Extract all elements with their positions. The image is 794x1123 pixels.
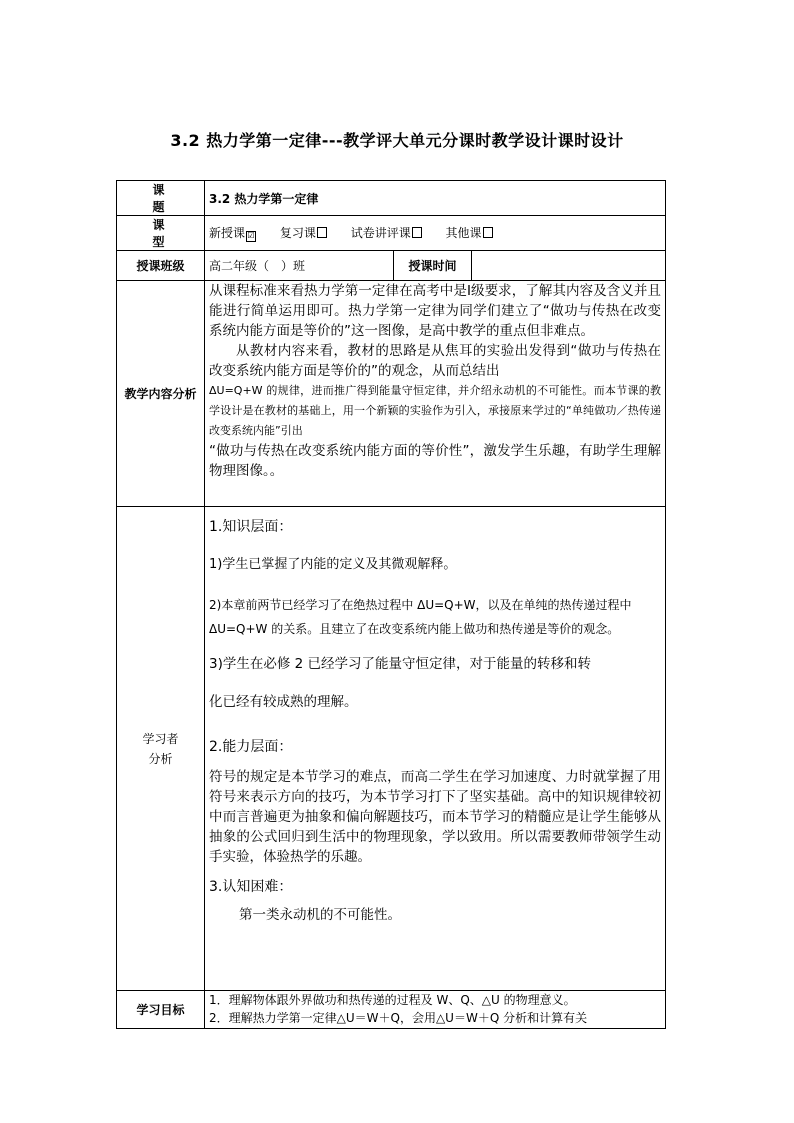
option-review[interactable]: 复习课 (280, 224, 327, 241)
learner-heading-difficulty: 3.认知困难： (209, 879, 293, 895)
goal-item: 2．理解热力学第一定律△U＝W＋Q，会用△U＝W＋Q 分析和计算有关 (209, 1011, 588, 1025)
learner-analysis-label: 学习者 分析 (117, 507, 205, 991)
content-paragraph-2a: 从教材内容来看，教材的思路是从焦耳的实验出发得到“做功与传热在改变系统内能方面是等价的”的观念，从而总结出 (209, 343, 662, 379)
learner-heading-ability: 2.能力层面： (209, 739, 293, 755)
content-analysis-label: 教学内容分析 (117, 281, 205, 507)
time-label: 授课时间 (394, 251, 472, 281)
content-paragraph-2b: ΔU=Q+W 的规律，进而推广得到能量守恒定律，并介绍永动机的不可能性。而本节课的教学设计是在教材的基础上，用一个新颖的实验作为引入，承接原来学过的“单纯做功／热传递改变系统内能”引出 (209, 384, 662, 437)
class-label: 授课班级 (117, 251, 205, 281)
learner-line: 第一类永动机的不可能性。 (239, 907, 401, 923)
learner-analysis-text (205, 507, 666, 991)
topic-value: 3.2 热力学第一定律 (205, 181, 666, 216)
row-type (117, 216, 666, 251)
topic-label: 课 题 (117, 181, 205, 216)
row-content-analysis (117, 281, 666, 507)
learner-line: 化已经有较成熟的理解。 (209, 694, 358, 710)
type-options (205, 216, 666, 251)
goals-label: 学习目标 (117, 991, 205, 1029)
learner-line: 符号的规定是本节学习的难点，而高二学生在学习加速度、力时就掌握了用符号来表示方向的技巧，为本节学习打下了坚实基础。高中的知识规律较初中而言普遍更为抽象和偏向解题技巧，而本节学习的精髓应是让学生能够从抽象的公式回归到生活中的物理现象，学以致用。所以需要教师带领学生动手实验，体验热学的乐趣。 (209, 769, 662, 865)
row-learner-analysis (117, 507, 666, 991)
lesson-plan-table (116, 180, 666, 1029)
learner-line: 2)本章前两节已经学习了在绝热过程中 ΔU=Q+W，以及在单纯的热传递过程中 ΔU=Q+W 的关系。且建立了在改变系统内能上做功和热传递是等价的观念。 (209, 598, 632, 636)
checkbox-icon[interactable] (317, 227, 327, 238)
type-label: 课 型 (117, 216, 205, 251)
content-paragraph-1: 从课程标准来看热力学第一定律在高考中是Ⅰ级要求，了解其内容及含义并且能进行简单运用即可。热力学第一定律为同学们建立了“做功与传热在改变系统内能方面是等价的”这一图像，是高中教学的重点但非难点。 (209, 283, 662, 339)
learner-line: 3)学生在必修 2 已经学习了能量守恒定律，对于能量的转移和转 (209, 656, 592, 672)
checkbox-icon[interactable] (412, 227, 422, 238)
content-analysis-text (205, 281, 666, 507)
checked-box-icon[interactable]: ☑ (247, 231, 255, 240)
option-exam-review[interactable]: 试卷讲评课 (351, 224, 422, 241)
checkbox-icon[interactable] (483, 227, 493, 238)
time-value (472, 251, 666, 281)
goal-item: 1．理解物体跟外界做功和热传递的过程及 W、Q、△U 的物理意义。 (209, 993, 576, 1007)
class-value: 高二年级（ ）班 (205, 251, 394, 281)
row-topic (117, 181, 666, 216)
row-class (117, 251, 666, 281)
learner-heading-knowledge: 1.知识层面： (209, 519, 293, 535)
option-other[interactable]: 其他课 (446, 224, 493, 241)
content-paragraph-2c: “做功与传热在改变系统内能方面的等价性”，激发学生乐趣，有助学生理解物理图像。。 (209, 443, 662, 479)
learner-line: 1)学生已掌握了内能的定义及其微观解释。 (209, 557, 457, 572)
option-new-lesson[interactable]: 新授课 ☑ (209, 226, 255, 240)
goals-list (205, 991, 666, 1029)
row-goals (117, 991, 666, 1029)
page-title: 3.2 热力学第一定律---教学评大单元分课时教学设计课时设计 (170, 131, 624, 150)
